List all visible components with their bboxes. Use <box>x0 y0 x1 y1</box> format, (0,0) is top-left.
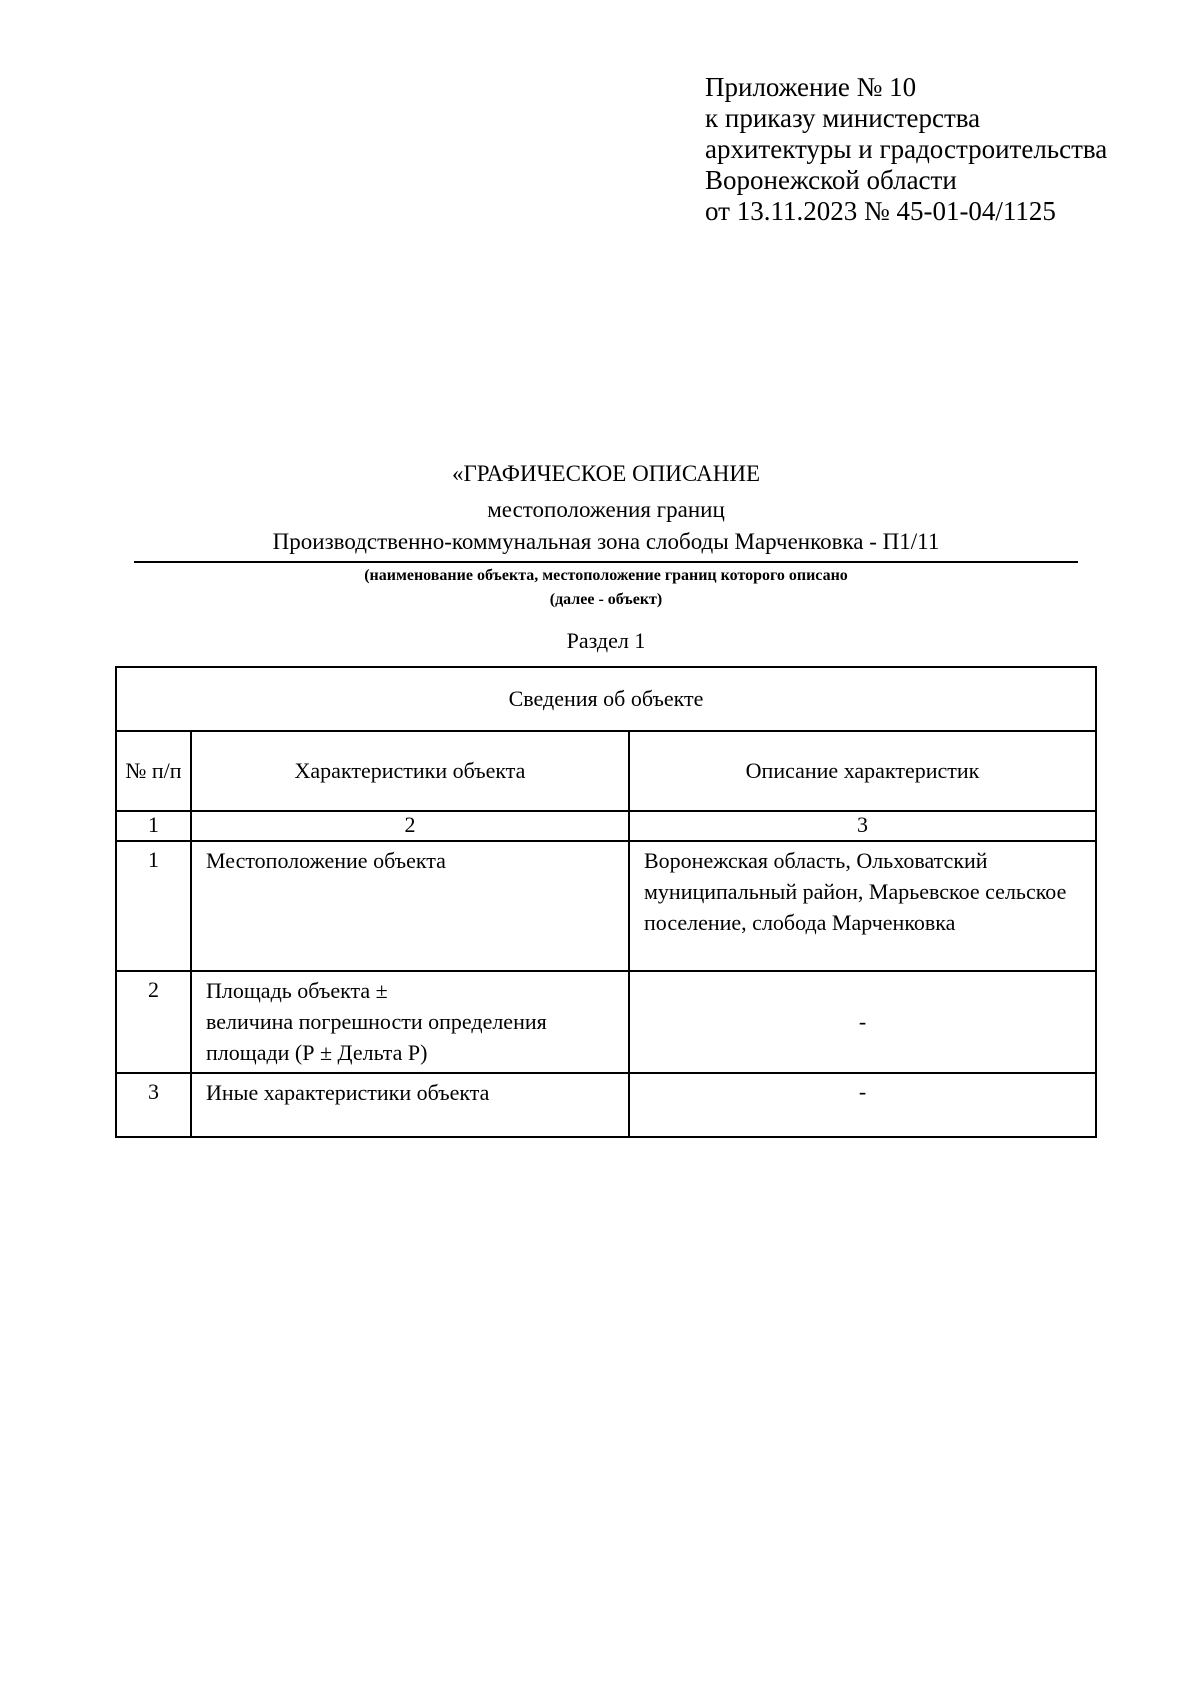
header-description: Описание характеристик <box>629 731 1096 811</box>
column-number-row <box>116 811 1096 841</box>
appendix-line: от 13.11.2023 № 45-01-04/1125 <box>705 196 1056 226</box>
object-name-note-cont: (далее - объект) <box>549 591 663 608</box>
table-header-row <box>116 731 1096 811</box>
object-name-note: (наименование объекта, местоположение границ которого описано <box>364 567 848 584</box>
row-characteristic: Местоположение объекта <box>191 841 629 971</box>
column-number: 2 <box>191 811 629 841</box>
appendix-line: Приложение № 10 <box>705 72 917 102</box>
table-row <box>116 1073 1096 1137</box>
row-characteristic: Иные характеристики объекта <box>191 1073 629 1137</box>
object-info-table <box>115 666 1097 1138</box>
section-heading: Раздел 1 <box>566 628 646 653</box>
table-row <box>116 971 1096 1073</box>
row-num: 2 <box>116 971 191 1073</box>
object-name-underline <box>134 561 1078 563</box>
table-caption: Сведения об объекте <box>116 667 1096 731</box>
object-name: Производственно-коммунальная зона слободы Марченковка - П1/11 <box>272 529 940 554</box>
row-characteristic-line: Площадь объекта ± <box>206 978 388 1003</box>
row-characteristic <box>191 971 629 1073</box>
header-num: № п/п <box>116 731 191 811</box>
row-description: - <box>629 1073 1096 1137</box>
appendix-line: к приказу министерства <box>705 103 981 133</box>
appendix-line: архитектуры и градостроительства <box>705 134 1108 164</box>
row-num: 1 <box>116 841 191 971</box>
document-subtitle: местоположения границ <box>487 497 725 522</box>
table-row <box>116 841 1096 971</box>
document-title: «ГРАФИЧЕСКОЕ ОПИСАНИЕ <box>451 461 760 486</box>
row-characteristic-line: величина погрешности определения площади (Р ± Дельта Р) <box>206 1009 547 1065</box>
row-description: Воронежская область, Ольховатский муниципальный район, Марьевское сельское поселение, слобода Марченковка <box>629 841 1096 971</box>
column-number: 3 <box>629 811 1096 841</box>
row-num: 3 <box>116 1073 191 1137</box>
header-characteristic: Характеристики объекта <box>191 731 629 811</box>
appendix-line: Воронежской области <box>705 165 957 195</box>
row-description: - <box>629 971 1096 1073</box>
appendix-header <box>705 72 1107 227</box>
column-number: 1 <box>116 811 191 841</box>
